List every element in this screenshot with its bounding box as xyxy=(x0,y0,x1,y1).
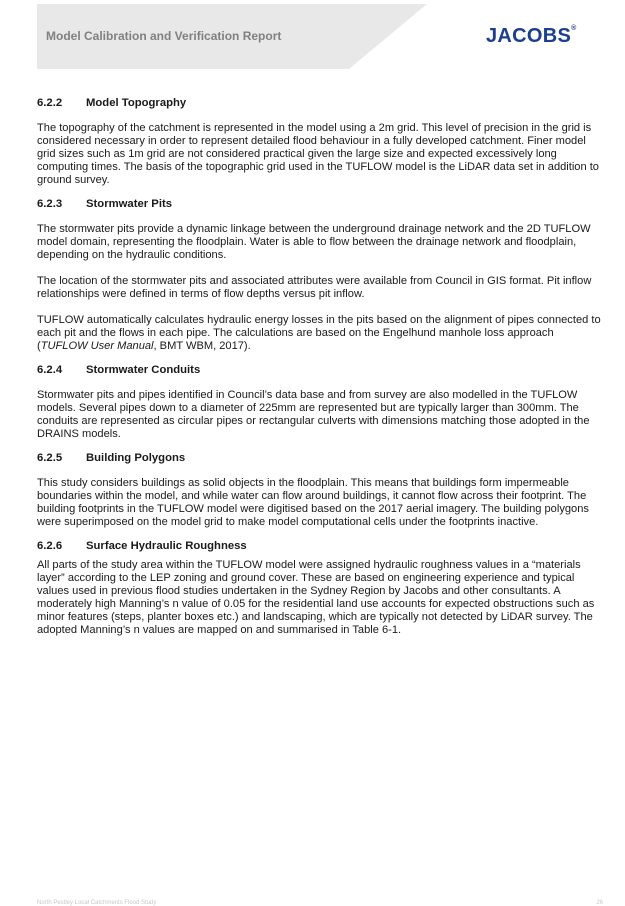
paragraph: All parts of the study area within the TUFLOW model were assigned hydraulic roughness values in a “materials layer” according to the LEP zoning and ground cover. These are based on engineering experience and typical values used in previous flood studies undertaken in the Sydney Region by Jacobs and other consultants. A moderately high Manning’s n value of 0.05 for the residential land use accounts for expected obstructions such as minor features (steps, planter boxes etc.) and landscaping, which are typically not detected by LiDAR survey. The adopted Manning’s n values are mapped on and summarised in Table 6-1. xyxy=(37,559,595,636)
paragraph: The stormwater pits provide a dynamic linkage between the underground drainage network and the 2D TUFLOW model domain, representing the floodplain. Water is able to flow between the drainage network and floodplain, depending on the hydraulic conditions. xyxy=(37,223,591,261)
paragraph: The topography of the catchment is represented in the model using a 2m grid. This level of precision in the grid is considered necessary in order to represent detailed flood behaviour in a fully developed catchment. Finer model grid sizes such as 1m grid are not considered practical given the large size and expected excessively long computing times. The basis of the topographic grid used in the TUFLOW model is the LiDAR data set in addition to ground survey. xyxy=(37,122,599,186)
section-heading-model-topography: 6.2.2 Model Topography xyxy=(37,97,187,109)
paragraph: This study considers buildings as solid objects in the floodplain. This means that buildings form impermeable boundaries within the model, and while water can flow around buildings, it cannot flow across their footprint. The building footprints in the TUFLOW model were digitised based on the 2017 aerial imagery. The building polygons were superimposed on the model grid to make model computational cells under the footprints inactive. xyxy=(37,477,589,528)
paragraph: TUFLOW automatically calculates hydraulic energy losses in the pits based on the alignment of pipes connected to each pit and the flows in each pipe. The calculations are based on the Engelhund manhole loss approach (TUFLOW User Manual, BMT WBM, 2017). xyxy=(37,314,601,352)
page-footer xyxy=(37,900,603,906)
paragraph: Stormwater pits and pipes identified in Council’s data base and from survey are also modelled in the TUFLOW models. Several pipes down to a diameter of 225mm are represented but are typically larger than 300mm. The conduits are represented as circular pipes or rectangular culverts with dimensions matching those adopted in the DRAINS models. xyxy=(37,389,590,440)
section-heading-surface-hydraulic-roughness: 6.2.6 Surface Hydraulic Roughness xyxy=(37,540,247,552)
page-number: 26 xyxy=(596,900,603,906)
manual-citation: TUFLOW User Manual xyxy=(40,340,154,352)
section-heading-stormwater-conduits: 6.2.4 Stormwater Conduits xyxy=(37,364,201,376)
section-heading-stormwater-pits: 6.2.3 Stormwater Pits xyxy=(37,198,173,210)
document-body xyxy=(37,96,603,637)
jacobs-logo: JACOBS® xyxy=(486,25,577,47)
footer-text: North Pestley Local Catchments Flood Study xyxy=(37,900,157,906)
section-heading-building-polygons: 6.2.5 Building Polygons xyxy=(37,452,186,464)
paragraph: The location of the stormwater pits and associated attributes were available from Council in GIS format. Pit inflow relationships were defined in terms of flow depths versus pit inflow. xyxy=(37,275,592,300)
report-title: Model Calibration and Verification Report xyxy=(46,29,282,43)
